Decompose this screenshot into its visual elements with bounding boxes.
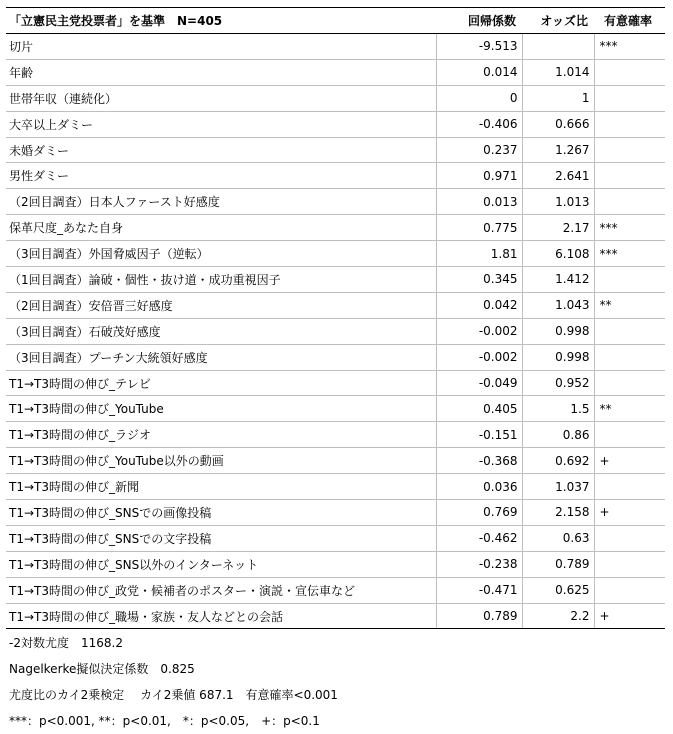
coefficient-cell: 0.971 (436, 163, 522, 189)
note-significance-legend: ***：p<0.001, **：p<0.01, *：p<0.05, +：p<0.1 (9, 714, 320, 728)
header-baseline-label: 「立憲民主党投票者」を基準 N=405 (6, 8, 436, 34)
note-chi-square-test: 尤度比のカイ2乗検定 カイ2乗値 687.1 有意確率<0.001 (9, 688, 338, 702)
table-notes (9, 630, 659, 734)
table-row (6, 241, 665, 267)
header-significance: 有意確率 (594, 8, 665, 34)
variable-label: T1→T3時間の伸び_YouTube (6, 396, 436, 422)
table-row (6, 292, 665, 318)
table-row (6, 318, 665, 344)
variable-label: T1→T3時間の伸び_YouTube以外の動画 (6, 448, 436, 474)
header-odds-ratio: オッズ比 (522, 8, 594, 34)
table-body (6, 34, 665, 629)
significance-cell (594, 344, 665, 370)
coefficient-cell: 0.769 (436, 500, 522, 526)
significance-cell: + (594, 603, 665, 629)
odds-ratio-cell: 0.625 (522, 577, 594, 603)
header-coefficient: 回帰係数 (436, 8, 522, 34)
variable-label: T1→T3時間の伸び_ラジオ (6, 422, 436, 448)
coefficient-cell: -0.151 (436, 422, 522, 448)
odds-ratio-cell: 1.412 (522, 267, 594, 293)
odds-ratio-cell: 0.789 (522, 551, 594, 577)
variable-label: T1→T3時間の伸び_テレビ (6, 370, 436, 396)
variable-label: 未婚ダミー (6, 137, 436, 163)
significance-cell (594, 59, 665, 85)
table-row (6, 370, 665, 396)
significance-cell (594, 474, 665, 500)
significance-cell (594, 111, 665, 137)
coefficient-cell: 0.345 (436, 267, 522, 293)
coefficient-cell: 0.775 (436, 215, 522, 241)
regression-table (6, 7, 665, 629)
odds-ratio-cell: 1.014 (522, 59, 594, 85)
table-row (6, 59, 665, 85)
variable-label: T1→T3時間の伸び_新聞 (6, 474, 436, 500)
odds-ratio-cell: 0.692 (522, 448, 594, 474)
variable-label: T1→T3時間の伸び_SNSでの画像投稿 (6, 500, 436, 526)
significance-cell (594, 85, 665, 111)
table-row (6, 34, 665, 60)
significance-cell: ** (594, 292, 665, 318)
coefficient-cell: -0.406 (436, 111, 522, 137)
table-row (6, 344, 665, 370)
odds-ratio-cell: 1.267 (522, 137, 594, 163)
table-row (6, 474, 665, 500)
variable-label: （3回目調査）プーチン大統領好感度 (6, 344, 436, 370)
odds-ratio-cell: 0.63 (522, 525, 594, 551)
significance-cell (594, 551, 665, 577)
significance-cell (594, 163, 665, 189)
variable-label: （2回目調査）日本人ファースト好感度 (6, 189, 436, 215)
coefficient-cell: -0.471 (436, 577, 522, 603)
coefficient-cell: -0.002 (436, 344, 522, 370)
table-row (6, 111, 665, 137)
odds-ratio-cell: 2.2 (522, 603, 594, 629)
table-row (6, 189, 665, 215)
variable-label: T1→T3時間の伸び_SNSでの文字投稿 (6, 525, 436, 551)
note-nagelkerke-r2: Nagelkerke擬似決定係数 0.825 (9, 662, 195, 676)
variable-label: 保革尺度_あなた自身 (6, 215, 436, 241)
table-row (6, 85, 665, 111)
coefficient-cell: -9.513 (436, 34, 522, 60)
odds-ratio-cell: 1.037 (522, 474, 594, 500)
odds-ratio-cell: 2.158 (522, 500, 594, 526)
variable-label: （2回目調査）安倍晋三好感度 (6, 292, 436, 318)
odds-ratio-cell: 0.86 (522, 422, 594, 448)
significance-cell (594, 189, 665, 215)
odds-ratio-cell: 0.998 (522, 318, 594, 344)
table-row (6, 396, 665, 422)
coefficient-cell: -0.049 (436, 370, 522, 396)
coefficient-cell: -0.238 (436, 551, 522, 577)
significance-cell (594, 318, 665, 344)
variable-label: T1→T3時間の伸び_政党・候補者のポスター・演説・宣伝車など (6, 577, 436, 603)
table-row (6, 215, 665, 241)
variable-label: 男性ダミー (6, 163, 436, 189)
odds-ratio-cell: 0.666 (522, 111, 594, 137)
variable-label: （1回目調査）論破・個性・抜け道・成功重視因子 (6, 267, 436, 293)
significance-cell (594, 422, 665, 448)
note-log-likelihood: -2対数尤度 1168.2 (9, 636, 123, 650)
odds-ratio-cell: 2.641 (522, 163, 594, 189)
significance-cell (594, 370, 665, 396)
significance-cell (594, 137, 665, 163)
odds-ratio-cell: 0.998 (522, 344, 594, 370)
table-row (6, 603, 665, 629)
coefficient-cell: 0.237 (436, 137, 522, 163)
table-row (6, 577, 665, 603)
coefficient-cell: -0.462 (436, 525, 522, 551)
coefficient-cell: 0.789 (436, 603, 522, 629)
odds-ratio-cell: 6.108 (522, 241, 594, 267)
significance-cell: *** (594, 215, 665, 241)
significance-cell: + (594, 500, 665, 526)
odds-ratio-cell: 0.952 (522, 370, 594, 396)
significance-cell (594, 267, 665, 293)
coefficient-cell: 0.042 (436, 292, 522, 318)
significance-cell: ** (594, 396, 665, 422)
odds-ratio-cell: 2.17 (522, 215, 594, 241)
coefficient-cell: 0.014 (436, 59, 522, 85)
coefficient-cell: -0.002 (436, 318, 522, 344)
significance-cell: *** (594, 34, 665, 60)
table-row (6, 448, 665, 474)
coefficient-cell: -0.368 (436, 448, 522, 474)
coefficient-cell: 0.013 (436, 189, 522, 215)
variable-label: （3回目調査）石破茂好感度 (6, 318, 436, 344)
odds-ratio-cell (522, 34, 594, 60)
table-row (6, 137, 665, 163)
table-row (6, 267, 665, 293)
significance-cell: + (594, 448, 665, 474)
coefficient-cell: 0.036 (436, 474, 522, 500)
odds-ratio-cell: 1.013 (522, 189, 594, 215)
variable-label: 切片 (6, 34, 436, 60)
coefficient-cell: 0 (436, 85, 522, 111)
coefficient-cell: 1.81 (436, 241, 522, 267)
variable-label: T1→T3時間の伸び_SNS以外のインターネット (6, 551, 436, 577)
variable-label: 年齢 (6, 59, 436, 85)
odds-ratio-cell: 1 (522, 85, 594, 111)
variable-label: （3回目調査）外国脅威因子（逆転） (6, 241, 436, 267)
table-row (6, 163, 665, 189)
table-row (6, 500, 665, 526)
coefficient-cell: 0.405 (436, 396, 522, 422)
significance-cell (594, 577, 665, 603)
table-row (6, 525, 665, 551)
variable-label: 大卒以上ダミー (6, 111, 436, 137)
odds-ratio-cell: 1.043 (522, 292, 594, 318)
variable-label: T1→T3時間の伸び_職場・家族・友人などとの会話 (6, 603, 436, 629)
table-header-row (6, 8, 665, 34)
table-row (6, 422, 665, 448)
significance-cell (594, 525, 665, 551)
variable-label: 世帯年収（連続化） (6, 85, 436, 111)
table-row (6, 551, 665, 577)
odds-ratio-cell: 1.5 (522, 396, 594, 422)
significance-cell: *** (594, 241, 665, 267)
